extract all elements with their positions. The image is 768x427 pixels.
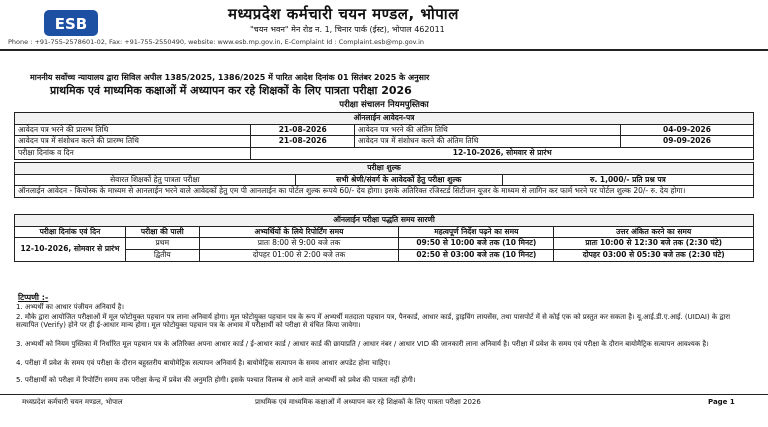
footer-org: मध्यप्रदेश कर्मचारी चयन मण्डल, भोपाल bbox=[22, 398, 123, 406]
answer-time: प्रातः 10:00 से 12:30 बजे तक (2:30 घंटे) bbox=[554, 238, 754, 250]
edit-end-value: 09-09-2026 bbox=[620, 136, 753, 148]
answer-time: दोपहर 03:00 से 05:30 बजे तक (2:30 घंटे) bbox=[554, 249, 754, 261]
fee-amount: रु. 1,000/- प्रति प्रश्न पत्र bbox=[502, 174, 753, 186]
note-item: 3. अभ्यर्थी को नियम पुस्तिका में निर्धारित मूल पहचान पत्र के अतिरिक्त अपना आधार कार्ड / ई-आधार कार्ड / आधार कार्ड की छायाप्रति / आधार नंबर / आधार VID की जानकारी लाना अनिवार्य है। परीक्षा में प्रवेश के समय एवं परीक्षा के दौरान बायोमैट्रिक सत्यापन आवश्यक है। bbox=[16, 340, 709, 348]
exam-title: प्राथमिक एवं माध्यमिक कक्षाओं में अध्यापन कर रहे शिक्षकों के लिए पात्रता परीक्षा 2026 bbox=[50, 84, 412, 97]
note-item: 4. परीक्षा में प्रवेश के समय एवं परीक्षा के दौरान बहुस्तरीय बायोमेट्रिक सत्यापन अनिवार्य है। बायोमेट्रिक सत्यापन के समय आधार अपडेट होना चाहिए। bbox=[16, 359, 391, 367]
schedule-section-label: ऑनलाईन परीक्षा पद्धति समय सारणी bbox=[15, 215, 754, 227]
fee-section-label: परीक्षा शुल्क bbox=[15, 163, 754, 175]
edit-start-label: आवेदन पत्र में संशोधन करने की प्रारम्भ तिथि bbox=[15, 136, 251, 148]
application-table bbox=[14, 112, 754, 160]
letterhead bbox=[0, 0, 768, 56]
rulebook-title: परीक्षा संचालन नियमपुस्तिका bbox=[339, 100, 429, 110]
col-header-shift: परीक्षा की पाली bbox=[125, 226, 199, 238]
schedule-table bbox=[14, 214, 754, 262]
table-row bbox=[15, 124, 754, 136]
edit-start-value: 21-08-2026 bbox=[251, 136, 354, 148]
org-name: मध्यप्रदेश कर्मचारी चयन मण्डल, भोपाल bbox=[228, 5, 459, 23]
application-section-label: ऑनलाईन आवेदन-पत्र bbox=[15, 113, 754, 125]
start-date-label: आवेदन पत्र भरने की प्रारम्भ तिथि bbox=[15, 124, 251, 136]
table-row bbox=[15, 238, 754, 250]
footer-title: प्राथमिक एवं माध्यमिक कक्षाओं में अध्यापन कर रहे शिक्षकों के लिए पात्रता परीक्षा 2026 bbox=[255, 398, 481, 406]
reporting-time: प्रातः 8:00 से 9:00 बजे तक bbox=[199, 238, 399, 250]
table-row bbox=[15, 249, 754, 261]
col-header-date: परीक्षा दिनांक एवं दिन bbox=[15, 226, 126, 238]
table-row bbox=[15, 186, 754, 198]
exam-date-value: 12-10-2026, सोमवार से प्रारंभ bbox=[251, 147, 754, 159]
note-item: 2. मौके द्वारा आयोजित परीक्षाओं में मूल फोटोयुक्त पहचान पत्र लाना अनिवार्य होगा। मूल फोटोयुक्त पहचान पत्र के रूप में अभ्यर्थी मतदाता पहचान पत्र, पैनकार्ड, आधार कार्ड, ड्राइविंग लायसेंस, तथा पासपोर्ट में से कोई एक को प्रस्तुत कर सकता है। यू.आई.डी.ए.आई. (UIDAI) के द्वारा सत्यापित (Verify) होने पर ही ई-आधार मान्य होगा। मूल फोटोयुक्त पहचान पत्र के अभाव में परीक्षार्थी को परीक्षा से वंचित किया जावेगा। bbox=[16, 313, 731, 330]
exam-date-label: परीक्षा दिनांक व दिन bbox=[15, 147, 251, 159]
fee-applicants: सभी श्रेणी/संवर्ग के आवेदकों हेतु परीक्षा शुल्क bbox=[295, 174, 502, 186]
logo-text: ESB bbox=[54, 15, 88, 33]
shift-name: द्वितीय bbox=[125, 249, 199, 261]
edit-end-label: आवेदन पत्र में संशोधन करने की अंतिम तिथि bbox=[354, 136, 620, 148]
reporting-time: दोपहर 01:00 से 2:00 बजे तक bbox=[199, 249, 399, 261]
notes-title: टिप्पणी :- bbox=[18, 293, 49, 302]
org-address: "चयन भवन" मेन रोड न. 1, चिनार पार्क (ईस्ट), भोपाल 462011 bbox=[250, 25, 445, 34]
table-row bbox=[15, 136, 754, 148]
table-row bbox=[15, 147, 754, 159]
court-order-line: माननीय सर्वोच्च न्यायालय द्वारा सिविल अपील 1385/2025, 1386/2025 में पारित आदेश दिनांक 01 सितंबर 2025 के अनुसार bbox=[30, 73, 430, 82]
header-rule bbox=[0, 49, 768, 51]
page-number: Page 1 bbox=[708, 398, 735, 406]
footer-rule bbox=[0, 394, 768, 395]
schedule-date: 12-10-2026, सोमवार से प्रारंभ bbox=[15, 238, 126, 261]
fee-category: सेवारत शिक्षकों हेतु पात्रता परीक्षा bbox=[15, 174, 296, 186]
table-header-row bbox=[15, 226, 754, 238]
portal-fee-note: ऑनलाईन आवेदन - कियोस्क के माध्यम से आनलाईन भरने वाले आवेदकों हेतु एम पी आनलाईन का पोर्टल शुल्क रूपये 60/- देय होगा। इसके अतिरिक्त रजिस्टर्ड सिटीजन यूजर के माध्यम से लागिन कर फार्म भरने पर पोर्टल शुल्क 20/- रु. देय होगा। bbox=[15, 186, 754, 198]
note-item: 5. परीक्षार्थी को परीक्षा में रिपोर्टिंग समय तक परीक्षा केन्द्र में प्रवेश की अनुमति होगी। इसके पश्चात विलम्ब से आने वाले अभ्यर्थी को प्रवेश की पात्रता नहीं होगी। bbox=[16, 376, 416, 384]
esb-logo bbox=[42, 8, 100, 42]
contact-line: Phone : +91-755-2578601-02, Fax: +91-755-2550490, website: www.esb.mp.gov.in, E-Complaint Id : Complaint.esb@mp.gov.in bbox=[8, 38, 425, 46]
instruction-time: 09:50 से 10:00 बजे तक (10 मिनट) bbox=[399, 238, 554, 250]
col-header-reporting: अभ्यर्थियों के लिये रिपोर्टिंग समय bbox=[199, 226, 399, 238]
note-item: 1. अभ्यर्थी का आधार पंजीयन अनिवार्य है। bbox=[16, 303, 125, 311]
end-date-label: आवेदन पत्र भरने की अंतिम तिथि bbox=[354, 124, 620, 136]
table-row bbox=[15, 174, 754, 186]
fee-table bbox=[14, 162, 754, 198]
start-date-value: 21-08-2026 bbox=[251, 124, 354, 136]
shift-name: प्रथम bbox=[125, 238, 199, 250]
col-header-instructions: महत्वपूर्ण निर्देश पढ़ने का समय bbox=[399, 226, 554, 238]
end-date-value: 04-09-2026 bbox=[620, 124, 753, 136]
col-header-answer: उत्तर अंकित करने का समय bbox=[554, 226, 754, 238]
instruction-time: 02:50 से 03:00 बजे तक (10 मिनट) bbox=[399, 249, 554, 261]
